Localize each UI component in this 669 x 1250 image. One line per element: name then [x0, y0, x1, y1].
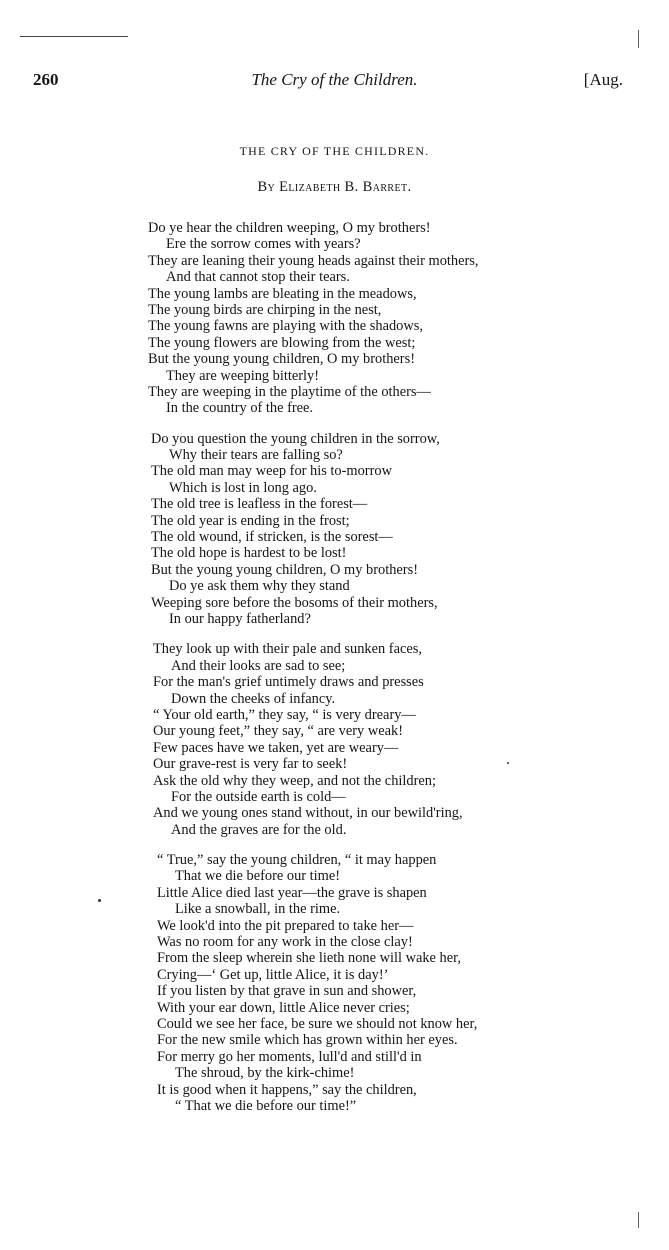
poem-line: For the outside earth is cold—: [171, 788, 346, 805]
poem-line: Like a snowball, in the rime.: [175, 901, 341, 918]
poem-line: Which is lost in long ago.: [169, 479, 317, 496]
poem-line: They are leaning their young heads against their mothers,: [148, 252, 479, 269]
poem-line: They are weeping bitterly!: [166, 367, 320, 384]
poem-line: And their looks are sad to see;: [171, 657, 346, 674]
poem-line: Little Alice died last year—the grave is shapen: [157, 884, 427, 901]
poem-line: Why their tears are falling so?: [169, 447, 343, 464]
poem-line: If you listen by that grave in sun and shower,: [157, 983, 417, 1000]
poem-line: Could we see her face, be sure we should not know her,: [157, 1015, 478, 1032]
stanza-3: [148, 641, 648, 838]
poem-line: In the country of the free.: [166, 400, 314, 417]
poem-line: But the young young children, O my brothers!: [151, 561, 418, 578]
page-number: 260: [33, 70, 59, 89]
poem-line: For merry go her moments, lull'd and still'd in: [157, 1048, 422, 1065]
ink-speck: [507, 762, 509, 764]
poem-line: They look up with their pale and sunken faces,: [153, 641, 422, 658]
poem-line: With your ear down, little Alice never cries;: [157, 999, 410, 1016]
poem-line: Do you question the young children in the sorrow,: [151, 430, 440, 447]
poem-line: From the sleep wherein she lieth none will wake her,: [157, 950, 461, 967]
poem-body: [148, 220, 648, 1128]
stanza-1: [148, 220, 648, 417]
running-title: The Cry of the Children.: [251, 70, 418, 89]
poem-line: The old wound, if stricken, is the sorest—: [151, 529, 393, 546]
poem-line: That we die before our time!: [175, 868, 341, 885]
poem-byline: By Elizabeth B. Barret.: [257, 179, 412, 195]
poem-line: For the man's grief untimely draws and presses: [153, 674, 424, 691]
poem-line: Do ye hear the children weeping, O my brothers!: [148, 220, 431, 236]
page-edge-mark: [638, 1212, 639, 1228]
poem-line: Down the cheeks of infancy.: [171, 690, 336, 707]
month-marker: [Aug.: [583, 70, 623, 89]
poem-line: Was no room for any work in the close clay!: [157, 934, 413, 951]
stanza-2: [148, 431, 648, 628]
poem-line: Ere the sorrow comes with years?: [166, 236, 361, 253]
poem-line: Weeping sore before the bosoms of their mothers,: [151, 594, 438, 611]
poem-line: The old man may weep for his to-morrow: [151, 463, 392, 480]
poem-line: We look'd into the pit prepared to take her—: [157, 917, 414, 934]
poem-line: The shroud, by the kirk-chime!: [175, 1065, 355, 1082]
poem-line: Crying—‘ Get up, little Alice, it is day!’: [157, 966, 389, 983]
poem-line: The old year is ending in the frost;: [151, 512, 350, 529]
poem-title: THE CRY OF THE CHILDREN.: [239, 144, 430, 158]
stanza-4: [148, 852, 648, 1114]
poem-line: It is good when it happens,” say the children,: [157, 1081, 417, 1098]
poem-line: The young lambs are bleating in the meadows,: [148, 285, 417, 302]
poem-line: They are weeping in the playtime of the others—: [148, 383, 431, 400]
poem-line: And that cannot stop their tears.: [166, 269, 350, 286]
poem-line: Our grave-rest is very far to seek!: [153, 756, 348, 773]
poem-line: The young birds are chirping in the nest,: [148, 301, 382, 318]
poem-line: And the graves are for the old.: [171, 821, 347, 838]
poem-line: For the new smile which has grown within her eyes.: [157, 1032, 458, 1049]
poem-line: The old hope is hardest to be lost!: [151, 545, 347, 562]
poem-line: “ True,” say the young children, “ it may happen: [157, 852, 437, 869]
poem-line: Our young feet,” they say, “ are very weak!: [153, 723, 403, 740]
poem-line: Few paces have we taken, yet are weary—: [153, 739, 399, 756]
page-edge-mark: [638, 30, 639, 48]
poem-line: And we young ones stand without, in our bewild'ring,: [153, 805, 463, 822]
poem-line: Ask the old why they weep, and not the children;: [153, 772, 436, 789]
poem-line: In our happy fatherland?: [169, 610, 311, 627]
poem-line: “ That we die before our time!”: [175, 1097, 357, 1114]
poem-line: The young fawns are playing with the shadows,: [148, 318, 423, 335]
poem-line: Do ye ask them why they stand: [169, 578, 350, 595]
ink-speck: [98, 899, 101, 902]
poem-line: But the young young children, O my brothers!: [148, 351, 415, 368]
top-rule: [20, 36, 128, 37]
running-head: [0, 70, 669, 96]
poem-line: “ Your old earth,” they say, “ is very dreary—: [153, 706, 416, 723]
poem-line: The young flowers are blowing from the west;: [148, 334, 416, 351]
poem-line: The old tree is leafless in the forest—: [151, 496, 368, 513]
